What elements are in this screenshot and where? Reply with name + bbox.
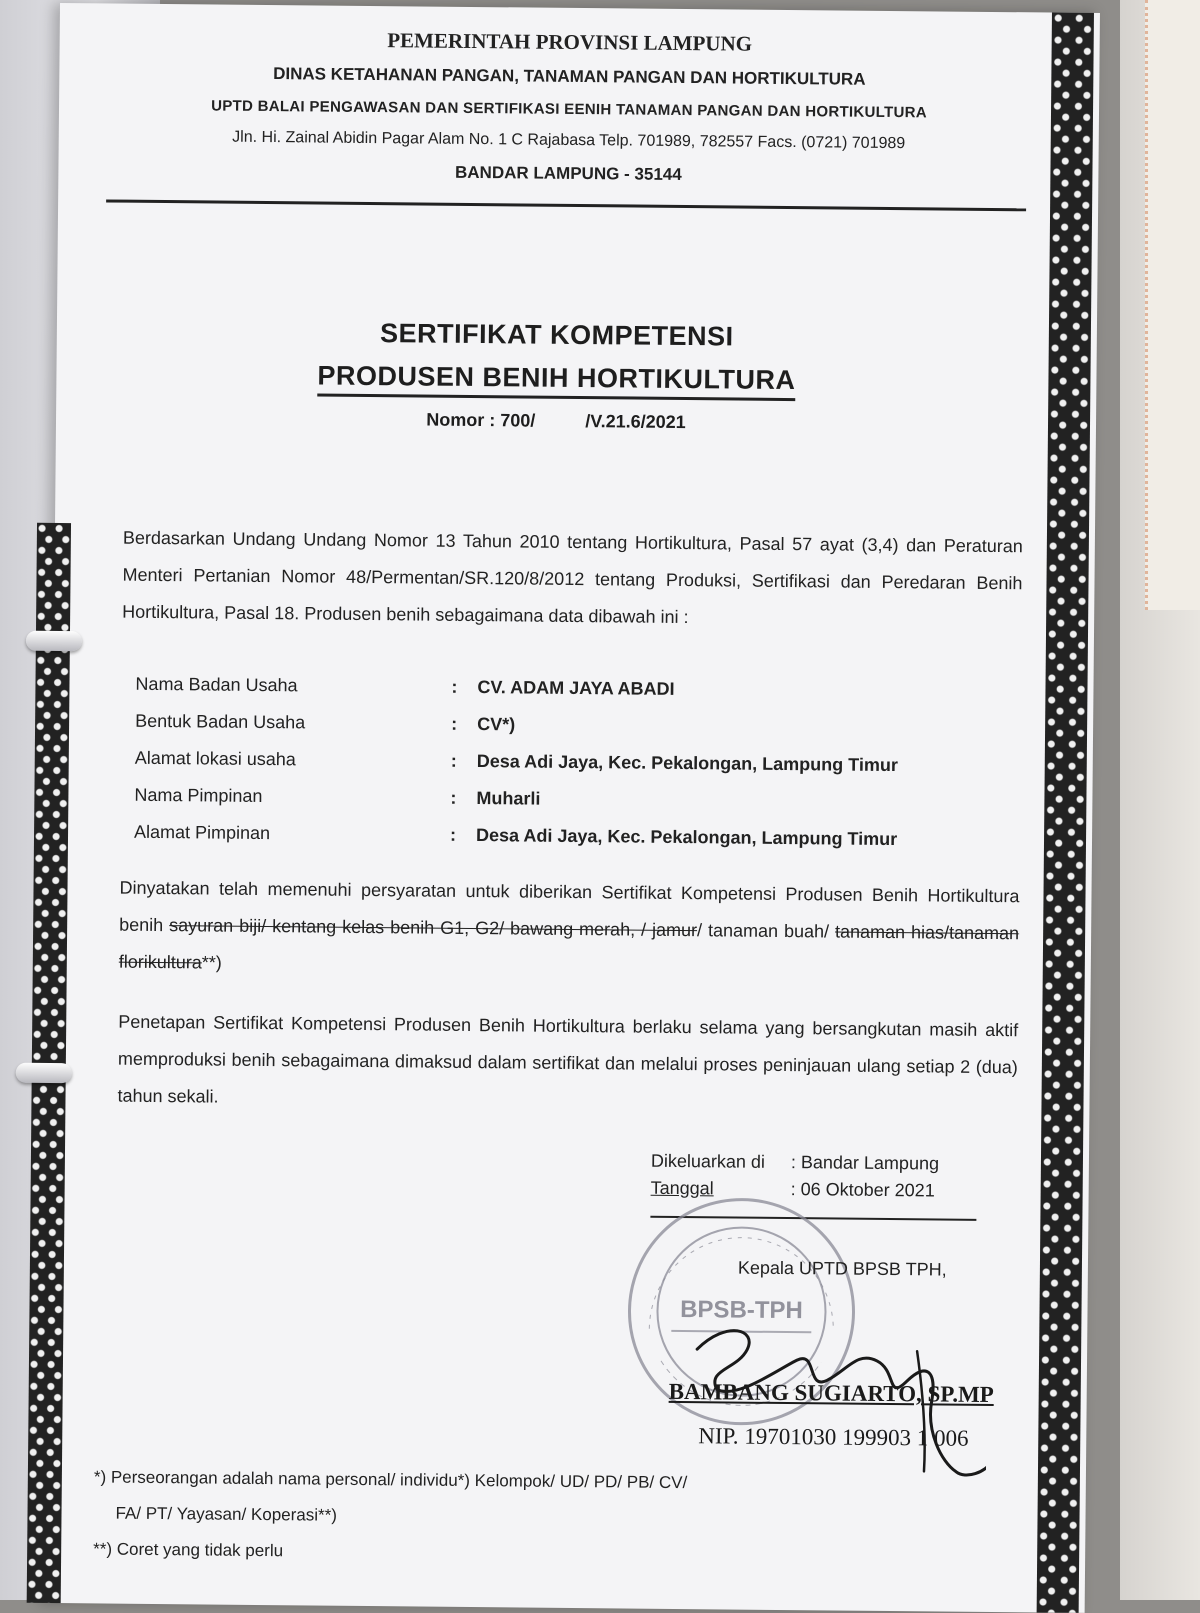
field-colon: : [450, 750, 457, 771]
letterhead-city: BANDAR LAMPUNG - 35144 [454, 162, 682, 184]
signatory-name: BAMBANG SUGIARTO, SP.MP [668, 1378, 994, 1408]
certificate-page [45, 3, 1100, 1613]
field-value: Desa Adi Jaya, Kec. Pekalongan, Lampung Timur [476, 751, 898, 776]
footnote-2: **) Coret yang tidak perlu [93, 1539, 284, 1561]
letterhead-address: Jln. Hi. Zainal Abidin Pagar Alam No. 1 C Rajabasa Telp. 701989, 782557 Facs. (0721) 701989 [232, 128, 906, 153]
validity-paragraph: Penetapan Sertifikat Kompetensi Produsen Benih Hortikultura berlaku selama yang bersangkutan masih aktif memproduksi benih sebagaimana dimaksud dalam sertifikat dan melalui proses peninjauan ulang setiap 2 (dua) tahun sekali. [117, 1011, 1019, 1107]
field-colon: : [451, 676, 458, 697]
letterhead-government: PEMERINTAH PROVINSI LAMPUNG [387, 28, 753, 56]
producer-data [134, 666, 1036, 860]
letterhead-unit: UPTD BALAI PENGAWASAN DAN SERTIFIKASI EENIH TANAMAN PANGAN DAN HORTIKULTURA [211, 97, 927, 122]
intro-paragraph: Berdasarkan Undang Undang Nomor 13 Tahun 2010 tentang Hortikultura, Pasal 57 ayat (3,4) dan Peraturan Menteri Pertanian Nomor 48/Permentan/SR.120/8/2012 tentang Produksi, Sertifikasi dan Peredaran Benih Hortikultura, Pasal 18. Produsen benih sebagaimana data dibawah ini : [122, 527, 1023, 628]
struck-seed-types: sayuran biji/ kentang kelas benih G1, G2/ bawang merah, / jamur [169, 915, 698, 941]
letterhead-department: DINAS KETAHANAN PANGAN, TANAMAN PANGAN DAN HORTIKULTURA [273, 64, 866, 89]
field-value: CV*) [477, 714, 516, 735]
signatory-nip: NIP. 19701030 199903 1 006 [698, 1423, 969, 1451]
field-label: Bentuk Badan Usaha [135, 710, 306, 733]
issued-date-value: : 06 Oktober 2021 [790, 1179, 935, 1201]
background-right-paper [1145, 0, 1200, 610]
decorative-border-right [1037, 13, 1094, 1613]
field-value: Muharli [476, 788, 541, 809]
footnotes [93, 1459, 794, 1574]
field-label: Alamat Pimpinan [133, 821, 271, 844]
letterhead-divider [106, 199, 1026, 211]
statement-suffix: **) [201, 952, 222, 973]
stamp-text: BPSB-TPH [680, 1296, 803, 1325]
signatory-position: Kepala UPTD BPSB TPH, [737, 1257, 947, 1280]
field-colon: : [450, 787, 457, 808]
footnote-1: *) Perseorangan adalah nama personal/ individu*) Kelompok/ UD/ PD/ PB/ CV/ [93, 1467, 688, 1493]
field-value: Desa Adi Jaya, Kec. Pekalongan, Lampung Timur [475, 825, 898, 850]
statement-paragraph [119, 870, 1020, 990]
title-line-2: PRODUSEN BENIH HORTIKULTURA [317, 360, 795, 401]
field-label: Nama Pimpinan [134, 784, 263, 806]
field-colon: : [451, 713, 458, 734]
field-value: CV. ADAM JAYA ABADI [477, 677, 675, 699]
issued-place-row [651, 1151, 939, 1181]
footnote-1-continued: FA/ PT/ Yayasan/ Koperasi**) [115, 1503, 338, 1525]
field-label: Alamat lokasi usaha [134, 747, 296, 770]
issued-place-label: Dikeluarkan di [650, 1150, 766, 1172]
statement-line-1: Dinyatakan telah memenuhi persyaratan untuk diberikan Sertifikat Kompetensi Produsen Benih Hortikultura [119, 877, 1020, 907]
binder-ring-bottom [16, 1063, 72, 1084]
field-colon: : [449, 824, 457, 845]
struck-ornamental-types: tanaman hias/tanaman florikultura [118, 921, 1020, 973]
statement-prefix: benih [119, 914, 170, 936]
title-line-1: SERTIFIKAT KOMPETENSI [379, 318, 734, 352]
field-row [134, 814, 1034, 860]
field-label: Nama Badan Usaha [135, 673, 298, 696]
letterhead [118, 26, 1019, 189]
issued-place-value: : Bandar Lampung [790, 1152, 940, 1174]
issued-date-label: Tanggal [650, 1177, 714, 1199]
certificate-title [56, 315, 1057, 437]
certificate-number: Nomor : 700/ /V.21.6/2021 [426, 409, 686, 433]
binder-ring-top [26, 631, 82, 652]
kept-seed-type: / tanaman buah/ [696, 920, 836, 942]
